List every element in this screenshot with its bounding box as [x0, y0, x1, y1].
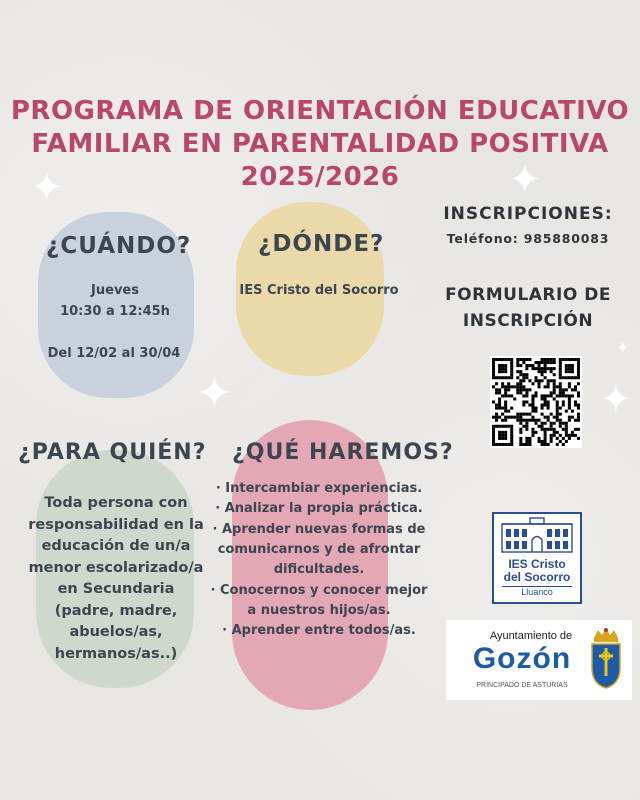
que-haremos-line: · Aprender nuevas formas de	[212, 521, 426, 537]
que-haremos-line: dificultades.	[273, 562, 365, 578]
title-line-3: 2025/2026	[240, 162, 400, 192]
sparkle-icon: ✦	[508, 157, 542, 203]
que-haremos-heading: ¿QUÉ HAREMOS?	[232, 440, 454, 465]
ies-logo-line-2: del Socorro	[503, 570, 571, 584]
para-quien-line: abuelos/as,	[69, 624, 163, 640]
para-quien-line: educación de un/a	[41, 538, 191, 554]
form-heading-line-1: FORMULARIO DE	[445, 285, 611, 305]
form-heading-line-2: INSCRIPCIÓN	[462, 311, 594, 331]
school-building-icon	[494, 514, 580, 558]
donde-heading: ¿DÓNDE?	[258, 231, 385, 257]
coat-of-arms-icon	[586, 626, 626, 692]
para-quien-line: menor escolarizado/a	[28, 559, 204, 576]
que-haremos-line: · Analizar la propia práctica.	[215, 501, 423, 517]
gozon-logo-top: Ayuntamiento de	[489, 630, 573, 642]
para-quien-line: Toda persona con	[44, 495, 188, 511]
inscripciones-heading: INSCRIPCIONES:	[443, 204, 613, 224]
ies-logo-line-3: Lluanco	[502, 586, 572, 598]
donde-place: IES Cristo del Socorro	[239, 283, 399, 298]
sparkle-icon: ✦	[30, 165, 64, 211]
inscripciones-phone: Teléfono: 985880083	[446, 231, 610, 246]
ayuntamiento-gozon-logo	[446, 620, 632, 700]
title-line-1: PROGRAMA DE ORIENTACIÓN EDUCATIVO	[10, 96, 630, 126]
que-haremos-line: · Conocernos y conocer mejor	[210, 582, 428, 598]
cuando-dates: Del 12/02 al 30/04	[47, 346, 181, 361]
que-haremos-line: · Aprender entre todos/as.	[222, 623, 416, 639]
para-quien-line: (padre, madre,	[54, 602, 178, 619]
que-haremos-line: comunicarnos y de afrontar	[217, 541, 421, 557]
para-quien-line: hermanos/as..)	[54, 645, 178, 662]
qr-code-image	[492, 358, 580, 446]
ies-logo-line-1: IES Cristo	[508, 557, 566, 571]
que-haremos-line: a nuestros hijos/as.	[247, 602, 391, 618]
sparkle-icon: ✦	[600, 377, 632, 421]
qr-code[interactable]	[490, 356, 582, 448]
cuando-heading: ¿CUÁNDO?	[46, 233, 192, 259]
sparkle-icon: ✦	[196, 368, 233, 419]
gozon-logo-name: Gozón	[472, 642, 572, 675]
sparkle-icon: ✦	[616, 338, 630, 357]
para-quien-line: en Secundaria	[57, 581, 175, 597]
title-line-2: FAMILIAR EN PARENTALIDAD POSITIVA	[31, 129, 609, 159]
que-haremos-line: · Intercambiar experiencias.	[215, 481, 423, 496]
ies-cristo-del-socorro-logo	[492, 512, 582, 604]
cuando-day: Jueves	[91, 283, 139, 298]
para-quien-line: responsabilidad en la	[28, 516, 204, 533]
gozon-logo-bottom: PRINCIPADO DE ASTURIAS	[476, 682, 568, 689]
cuando-time: 10:30 a 12:45h	[60, 304, 170, 319]
para-quien-heading: ¿PARA QUIÉN?	[18, 440, 207, 465]
